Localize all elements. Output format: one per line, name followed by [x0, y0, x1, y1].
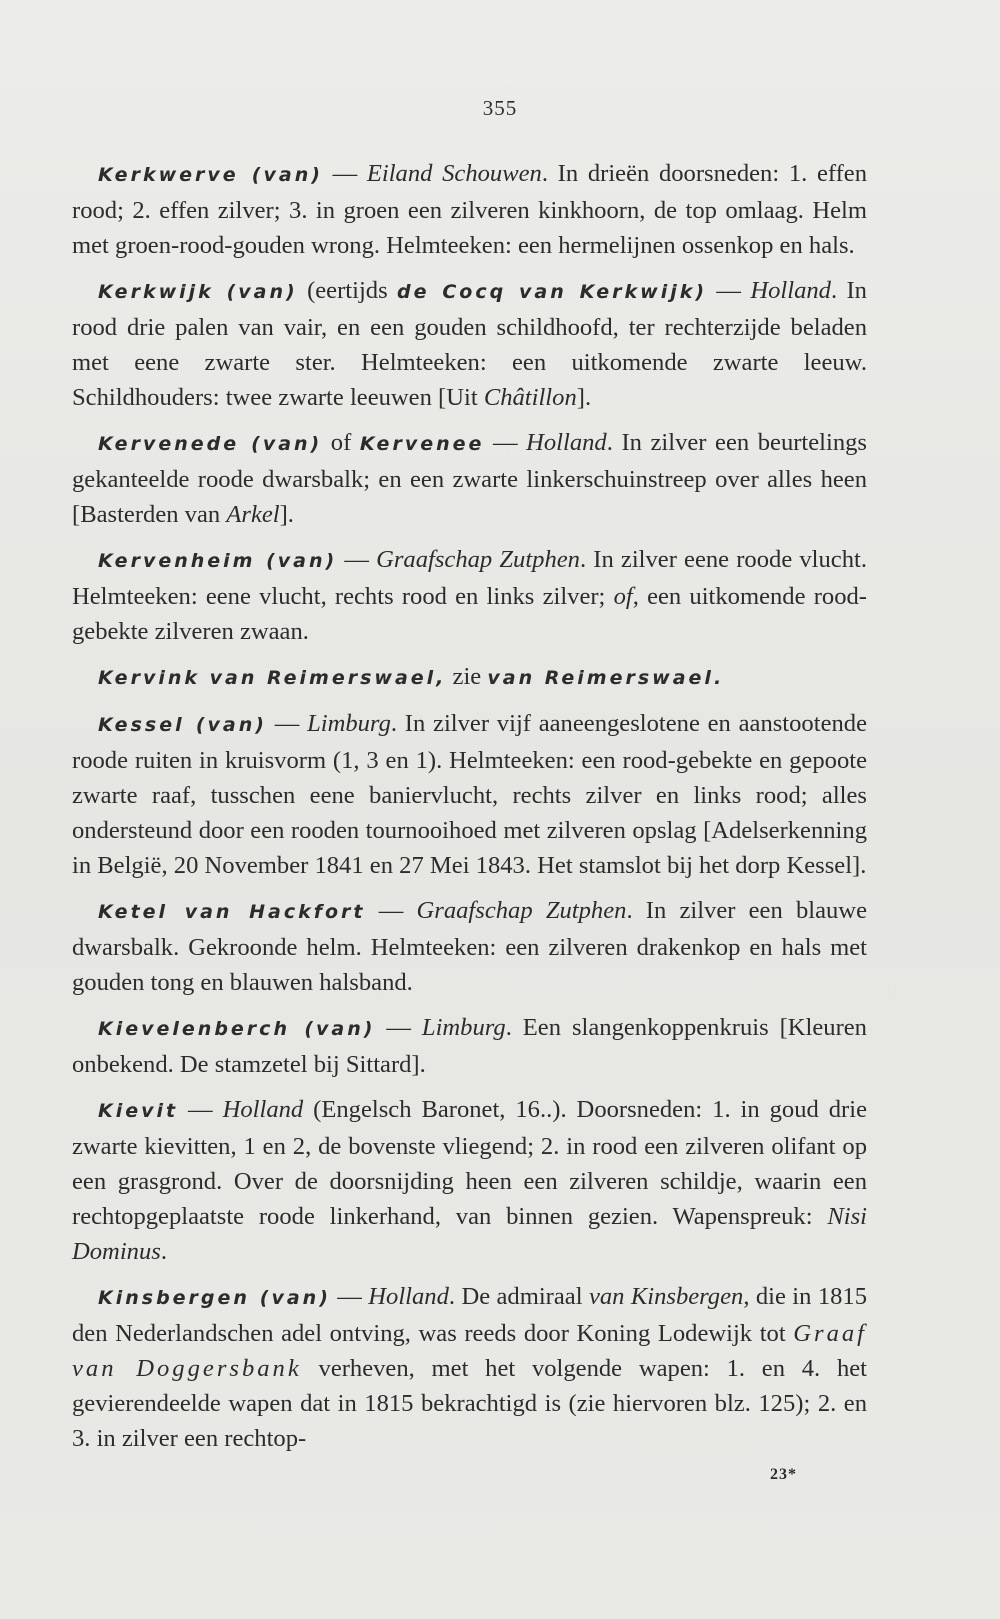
- entry-ketel: Ketel van Hackfort — Graafschap Zutphen. In zilver een blauwe dwarsbalk. Gekroonde helm. Helmteeken: een zilveren drakenkop en hals met gouden tong en blauwen halsband.: [72, 897, 867, 996]
- entry-kinsbergen: Kinsbergen (van) — Holland. De admiraal van Kinsbergen, die in 1815 den Nederlandschen adel ontving, was reeds door Koning Lodewijk tot Graaf van Doggersbank verheven, met het volgende wapen: 1. en 4. het gevierendeelde wapen dat in 1815 bekrachtigd is (zie hiervoren blz. 125); 2. en 3. in zilver een rechtop-: [72, 1283, 868, 1452]
- entry-kerkwijk: Kerkwijk (van) (eertijds de Cocq van Kerkwijk) — Holland. In rood drie palen van vair, en een gouden schildhoofd, ter rechterzijde beladen met eene zwarte ster. Helmteeken: een uitkomende zwarte leeuw. Schildhouders: twee zwarte leeuwen [Uit Châtillon].: [72, 277, 867, 411]
- entry-text: . In rood drie palen van vair, en een gouden schildhoofd, ter rechterzijde beladen met eene zwarte ster. Helmteeken: een uitkomende zwarte leeuw. Schildhouders: twee zwarte leeuwen [Uit: [72, 277, 867, 411]
- entry-place: Limburg: [307, 710, 391, 737]
- entry-text: . Een slangenkoppenkruis [Kleuren onbekend. De stamzetel bij Sittard].: [72, 1014, 867, 1078]
- entry-name: Kerkwerve (van): [98, 164, 323, 186]
- entry-name: Kervenede (van): [98, 433, 323, 455]
- entry-name-alt: Kervenee: [359, 433, 485, 455]
- page-number: 355: [482, 96, 518, 120]
- entry-name-alt: van Reimerswael.: [487, 667, 725, 689]
- entry-kervink: Kervink van Reimerswael, zie van Reimerswael.: [98, 663, 725, 690]
- entry-text: . In zilver een beurtelings gekanteelde roode dwarsbalk; en een zwarte linkerschuinstreep over alles heen [Basterden van: [72, 429, 868, 528]
- entry-text: . In zilver eene roode vlucht. Helmteeken: eene vlucht, rechts rood en links zilver;: [72, 546, 867, 610]
- entry-place: Graafschap Zutphen: [376, 546, 580, 573]
- entry-name-alt: de Cocq van Kerkwijk): [397, 281, 708, 303]
- entry-place: Holland: [750, 277, 831, 304]
- entry-name: Kerkwijk (van): [98, 281, 298, 303]
- entry-name: Ketel van Hackfort: [98, 901, 366, 923]
- entry-name: Kievelenberch (van): [98, 1018, 376, 1040]
- signature-mark: 23*: [770, 1466, 797, 1483]
- entry-name: Kervink van Reimerswael,: [98, 667, 447, 689]
- entry-name: Kervenheim (van): [98, 550, 338, 572]
- entry-kervenede: Kervenede (van) of Kervenee — Holland. In zilver een beurtelings gekanteelde roode dwarsbalk; en een zwarte linkerschuinstreep over alles heen [Basterden van Arkel].: [72, 429, 868, 528]
- entry-kerkwerve: Kerkwerve (van) — Eiland Schouwen. In drieën doorsneden: 1. effen rood; 2. effen zilver; 3. in groen een zilveren kinkhoorn, de top omlaag. Helm met groen-rood-gouden wrong. Helmteeken: een hermelijnen ossenkop en hals.: [72, 160, 868, 259]
- entry-name: Kievit: [98, 1100, 179, 1122]
- entry-place: Holland: [526, 429, 607, 456]
- entry-text: . De admiraal: [448, 1283, 589, 1310]
- entry-text: . In drieën doorsneden: 1. effen rood; 2. effen zilver; 3. in groen een zilveren kinkhoorn, de top omlaag. Helm met groen-rood-gouden wrong. Helmteeken: een hermelijnen ossenkop en hals.: [72, 160, 868, 259]
- entry-kievit: Kievit — Holland (Engelsch Baronet, 16..). Doorsneden: 1. in goud drie zwarte kievitten, 1 en 2, de bovenste vliegend; 2. in rood een zilveren olifant op een grasgrond. Over de doorsnijding heen een zilveren schildje, waarin een rechtopgeplaatste roode linkerhand, van binnen gezien. Wapenspreuk: Nisi Dominus.: [72, 1096, 867, 1265]
- entry-text: . In zilver een blauwe dwarsbalk. Gekroonde helm. Helmteeken: een zilveren drakenkop en hals met gouden tong en blauwen halsband.: [72, 897, 867, 996]
- entry-text: (Engelsch Baronet, 16..). Doorsneden: 1. in goud drie zwarte kievitten, 1 en 2, de bovenste vliegend; 2. in rood een zilveren olifant op een grasgrond. Over de doorsnijding heen een zilveren schildje, waarin een rechtopgeplaatste roode linkerhand, van binnen gezien. Wapenspreuk:: [72, 1096, 867, 1230]
- entry-kessel: Kessel (van) — Limburg. In zilver vijf aaneengeslotene en aanstootende roode ruiten in kruisvorm (1, 3 en 1). Helmteeken: een rood-gebekte en gepoote zwarte raaf, tusschen eene baniervlucht, rechts zilver en links rood; alles ondersteund door een rooden tournooihoed met zilveren opslag [Adelserkenning in België, 20 November 1841 en 27 Mei 1843. Het stamslot bij het dorp Kessel].: [72, 710, 867, 879]
- entry-name: Kessel (van): [98, 714, 267, 736]
- entry-place: Graafschap Zutphen: [416, 897, 627, 924]
- entry-text: . In zilver vijf aaneengeslotene en aanstootende roode ruiten in kruisvorm (1, 3 en 1). Helmteeken: een rood-gebekte en gepoote zwarte raaf, tusschen eene baniervlucht, rechts zilver en links rood; alles ondersteund door een rooden tournooihoed met zilveren opslag [Adelserkenning in België, 20 November 1841 en 27 Mei 1843. Het stamslot bij het dorp Kessel].: [72, 710, 867, 879]
- entry-kervenheim: Kervenheim (van) — Graafschap Zutphen. In zilver eene roode vlucht. Helmteeken: eene vlucht, rechts rood en links zilver; of, een uitkomende rood-gebekte zilveren zwaan.: [72, 546, 867, 645]
- entry-place: Holland: [222, 1096, 304, 1123]
- entry-place: Eiland Schouwen: [366, 160, 542, 187]
- entry-name: Kinsbergen (van): [98, 1287, 331, 1309]
- entry-place: Limburg: [421, 1014, 506, 1041]
- entry-place: Holland: [368, 1283, 449, 1310]
- entry-kievelenberch: Kievelenberch (van) — Limburg. Een slangenkoppenkruis [Kleuren onbekend. De stamzetel bij Sittard].: [72, 1014, 867, 1078]
- entries-text: [72, 156, 867, 1466]
